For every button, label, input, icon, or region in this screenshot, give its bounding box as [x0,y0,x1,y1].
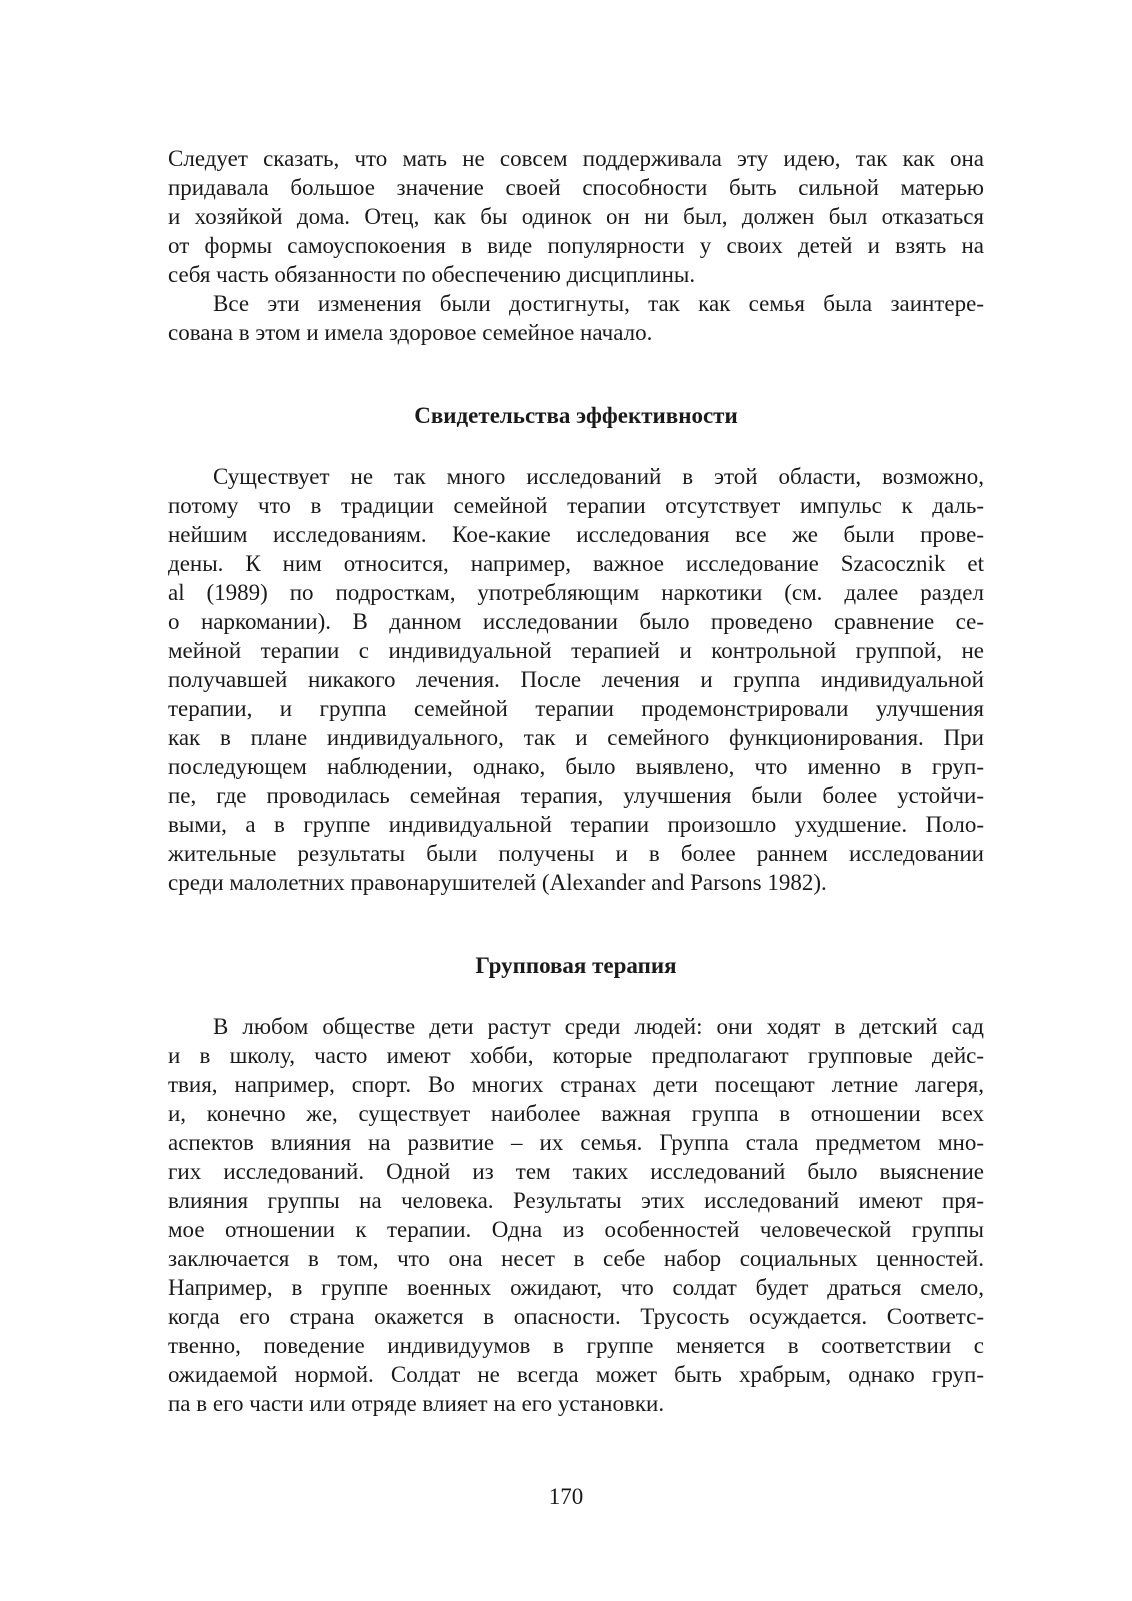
text-line: сована в этом и имела здоровое семейное начало. [168,320,653,345]
text-line: па в его части или отряде влияет на его установки. [168,1391,665,1416]
text-line: al (1989) по подросткам, употребляющим наркотики (см. далее раздел [168,580,984,605]
text-line: Следует сказать, что мать не совсем поддерживала эту идею, так как она [168,146,984,171]
paragraph-1 [168,144,984,289]
text-line: дены. К ним относится, например, важное исследование Szacocznik et [168,551,984,576]
section-heading-group-therapy: Групповая терапия [475,953,677,978]
text-line: жительные результаты были получены и в более раннем исследовании [168,841,984,866]
text-line: гих исследований. Одной из тем таких исследований было выяснение [168,1159,984,1184]
text-line: и в школу, часто имеют хобби, которые предполагают групповые дейс- [168,1043,984,1068]
paragraph-3 [168,462,984,897]
text-line: аспектов влияния на развитие – их семья. Группа стала предметом мно- [168,1130,984,1155]
text-line: и хозяйкой дома. Отец, как бы одинок он ни был, должен был отказаться [168,204,984,229]
text-line: влияния группы на человека. Результаты этих исследований имеют пря- [168,1188,984,1213]
paragraph-2 [168,289,984,347]
text-line: среди малолетних правонарушителей (Alexander and Parsons 1982). [168,870,827,895]
text-line: получавшей никакого лечения. После лечения и группа индивидуальной [168,667,984,692]
text-line: твия, например, спорт. Во многих странах дети посещают летние лагеря, [168,1072,984,1097]
text-line: мейной терапии с индивидуальной терапией и контрольной группой, не [168,638,984,663]
text-line: В любом обществе дети растут среди людей: они ходят в детский сад [213,1014,984,1039]
text-line: от формы самоуспокоения в виде популярности у своих детей и взять на [168,233,984,258]
paragraph-4 [168,1012,984,1418]
text-line: Существует не так много исследований в этой области, возможно, [213,464,984,489]
text-line: мое отношении к терапии. Одна из особенностей человеческой группы [168,1217,984,1242]
text-line: терапии, и группа семейной терапии продемонстрировали улучшения [168,696,984,721]
text-line: пе, где проводилась семейная терапия, улучшения были более устойчи- [168,783,984,808]
text-line: придавала большое значение своей способности быть сильной матерью [168,175,984,200]
text-line: Например, в группе военных ожидают, что солдат будет драться смело, [168,1275,984,1300]
text-line: когда его страна окажется в опасности. Трусость осуждается. Соответс- [168,1304,984,1329]
text-line: и, конечно же, существует наиболее важная группа в отношении всех [168,1101,984,1126]
text-line: о наркомании). В данном исследовании было проведено сравнение се- [168,609,984,634]
text-line: твенно, поведение индивидуумов в группе меняется в соответствии с [168,1333,984,1358]
text-line: как в плане индивидуального, так и семейного функционирования. При [168,725,984,750]
text-line: заключается в том, что она несет в себе набор социальных ценностей. [168,1246,984,1271]
page-number: 170 [548,1484,584,1509]
text-line: выми, а в группе индивидуальной терапии произошло ухудшение. Поло- [168,812,984,837]
text-line: потому что в традиции семейной терапии отсутствует импульс к даль- [168,493,984,518]
text-line: ожидаемой нормой. Солдат не всегда может быть храбрым, однако груп- [168,1362,984,1387]
text-line: нейшим исследованиям. Кое-какие исследования все же были прове- [168,522,984,547]
section-heading-evidence: Свидетельства эффективности [414,403,738,428]
text-line: себя часть обязанности по обеспечению дисциплины. [168,262,696,287]
text-line: последующем наблюдении, однако, было выявлено, что именно в груп- [168,754,984,779]
text-line: Все эти изменения были достигнуты, так как семья была заинтере- [213,291,984,316]
